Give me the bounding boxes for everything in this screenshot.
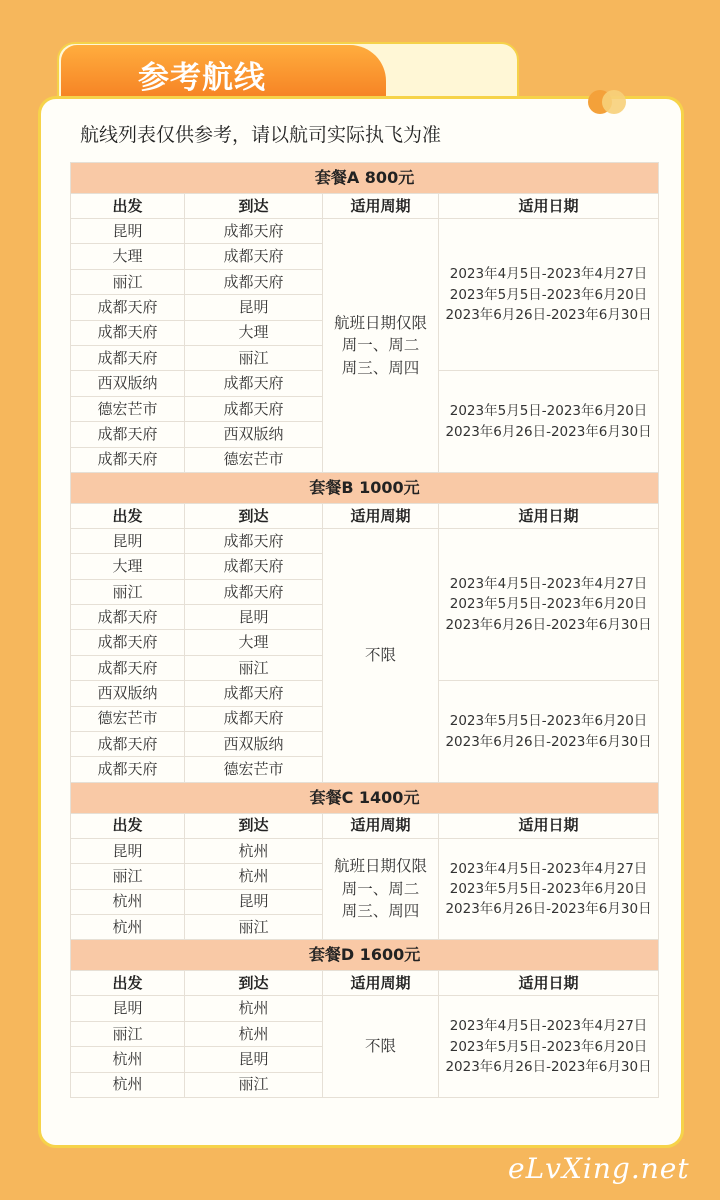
route-from: 杭州 — [71, 914, 185, 939]
column-header-dates: 适用日期 — [439, 813, 659, 838]
route-to: 昆明 — [185, 889, 323, 914]
route-from: 成都天府 — [71, 422, 185, 447]
route-to: 成都天府 — [185, 219, 323, 244]
route-to: 杭州 — [185, 1021, 323, 1046]
column-header-row — [71, 813, 659, 838]
routes-table-container — [70, 162, 658, 1098]
routes-table — [70, 162, 659, 1098]
route-from: 杭州 — [71, 1047, 185, 1072]
package-title: 套餐C 1400元 — [71, 782, 659, 813]
route-from: 成都天府 — [71, 320, 185, 345]
page-title: 参考航线 — [138, 60, 266, 96]
route-from: 大理 — [71, 244, 185, 269]
route-to: 昆明 — [185, 295, 323, 320]
route-from: 德宏芒市 — [71, 396, 185, 421]
column-header-period: 适用周期 — [323, 971, 439, 996]
column-header-to: 到达 — [185, 194, 323, 219]
route-to: 成都天府 — [185, 396, 323, 421]
package-title: 套餐B 1000元 — [71, 472, 659, 503]
route-to: 德宏芒市 — [185, 447, 323, 472]
table-row — [71, 838, 659, 863]
table-row — [71, 528, 659, 553]
route-from: 丽江 — [71, 864, 185, 889]
route-to: 杭州 — [185, 864, 323, 889]
route-to: 杭州 — [185, 838, 323, 863]
applicable-dates: 2023年4月5日-2023年4月27日 2023年5月5日-2023年6月20日 2023年6月26日-2023年6月30日 — [439, 219, 659, 371]
route-to: 成都天府 — [185, 706, 323, 731]
route-to: 成都天府 — [185, 681, 323, 706]
column-header-dates: 适用日期 — [439, 503, 659, 528]
route-to: 成都天府 — [185, 244, 323, 269]
route-to: 成都天府 — [185, 528, 323, 553]
route-from: 德宏芒市 — [71, 706, 185, 731]
package-header-row — [71, 940, 659, 971]
route-to: 丽江 — [185, 655, 323, 680]
applicable-dates: 2023年4月5日-2023年4月27日 2023年5月5日-2023年6月20日 2023年6月26日-2023年6月30日 — [439, 996, 659, 1098]
route-from: 昆明 — [71, 528, 185, 553]
decorative-dots-icon — [588, 90, 630, 114]
package-title: 套餐A 800元 — [71, 163, 659, 194]
package-title: 套餐D 1600元 — [71, 940, 659, 971]
disclaimer-note: 航线列表仅供参考，请以航司实际执飞为准 — [80, 124, 442, 146]
route-to: 成都天府 — [185, 579, 323, 604]
route-to: 丽江 — [185, 914, 323, 939]
applicable-dates: 2023年5月5日-2023年6月20日 2023年6月26日-2023年6月30日 — [439, 371, 659, 473]
applicable-dates: 2023年4月5日-2023年4月27日 2023年5月5日-2023年6月20日 2023年6月26日-2023年6月30日 — [439, 528, 659, 680]
column-header-from: 出发 — [71, 971, 185, 996]
column-header-row — [71, 194, 659, 219]
table-row — [71, 996, 659, 1021]
route-from: 昆明 — [71, 838, 185, 863]
column-header-from: 出发 — [71, 503, 185, 528]
column-header-row — [71, 503, 659, 528]
route-from: 成都天府 — [71, 295, 185, 320]
column-header-to: 到达 — [185, 503, 323, 528]
column-header-row — [71, 971, 659, 996]
column-header-period: 适用周期 — [323, 194, 439, 219]
route-from: 杭州 — [71, 889, 185, 914]
route-from: 成都天府 — [71, 757, 185, 782]
route-from: 杭州 — [71, 1072, 185, 1097]
column-header-from: 出发 — [71, 813, 185, 838]
route-from: 成都天府 — [71, 732, 185, 757]
package-header-row — [71, 472, 659, 503]
route-from: 丽江 — [71, 579, 185, 604]
route-to: 成都天府 — [185, 371, 323, 396]
column-header-period: 适用周期 — [323, 813, 439, 838]
applicable-period: 航班日期仅限 周一、周二 周三、周四 — [323, 219, 439, 473]
route-from: 成都天府 — [71, 605, 185, 630]
applicable-dates: 2023年5月5日-2023年6月20日 2023年6月26日-2023年6月30日 — [439, 681, 659, 783]
route-to: 丽江 — [185, 1072, 323, 1097]
route-to: 大理 — [185, 320, 323, 345]
route-from: 昆明 — [71, 219, 185, 244]
column-header-dates: 适用日期 — [439, 971, 659, 996]
route-from: 成都天府 — [71, 345, 185, 370]
applicable-dates: 2023年4月5日-2023年4月27日 2023年5月5日-2023年6月20日 2023年6月26日-2023年6月30日 — [439, 838, 659, 940]
table-row — [71, 219, 659, 244]
route-from: 成都天府 — [71, 447, 185, 472]
route-to: 杭州 — [185, 996, 323, 1021]
route-to: 西双版纳 — [185, 422, 323, 447]
route-to: 昆明 — [185, 605, 323, 630]
column-header-to: 到达 — [185, 813, 323, 838]
route-to: 成都天府 — [185, 554, 323, 579]
route-from: 丽江 — [71, 1021, 185, 1046]
route-from: 成都天府 — [71, 630, 185, 655]
applicable-period: 航班日期仅限 周一、周二 周三、周四 — [323, 838, 439, 940]
route-from: 西双版纳 — [71, 371, 185, 396]
route-from: 昆明 — [71, 996, 185, 1021]
route-from: 大理 — [71, 554, 185, 579]
route-to: 丽江 — [185, 345, 323, 370]
applicable-period: 不限 — [323, 996, 439, 1098]
watermark: eLvXing.net — [508, 1152, 690, 1185]
route-to: 德宏芒市 — [185, 757, 323, 782]
column-header-to: 到达 — [185, 971, 323, 996]
route-to: 大理 — [185, 630, 323, 655]
route-to: 昆明 — [185, 1047, 323, 1072]
applicable-period: 不限 — [323, 528, 439, 782]
route-from: 成都天府 — [71, 655, 185, 680]
route-from: 西双版纳 — [71, 681, 185, 706]
route-from: 丽江 — [71, 269, 185, 294]
column-header-from: 出发 — [71, 194, 185, 219]
column-header-period: 适用周期 — [323, 503, 439, 528]
package-header-row — [71, 782, 659, 813]
route-to: 西双版纳 — [185, 732, 323, 757]
package-header-row — [71, 163, 659, 194]
route-to: 成都天府 — [185, 269, 323, 294]
column-header-dates: 适用日期 — [439, 194, 659, 219]
